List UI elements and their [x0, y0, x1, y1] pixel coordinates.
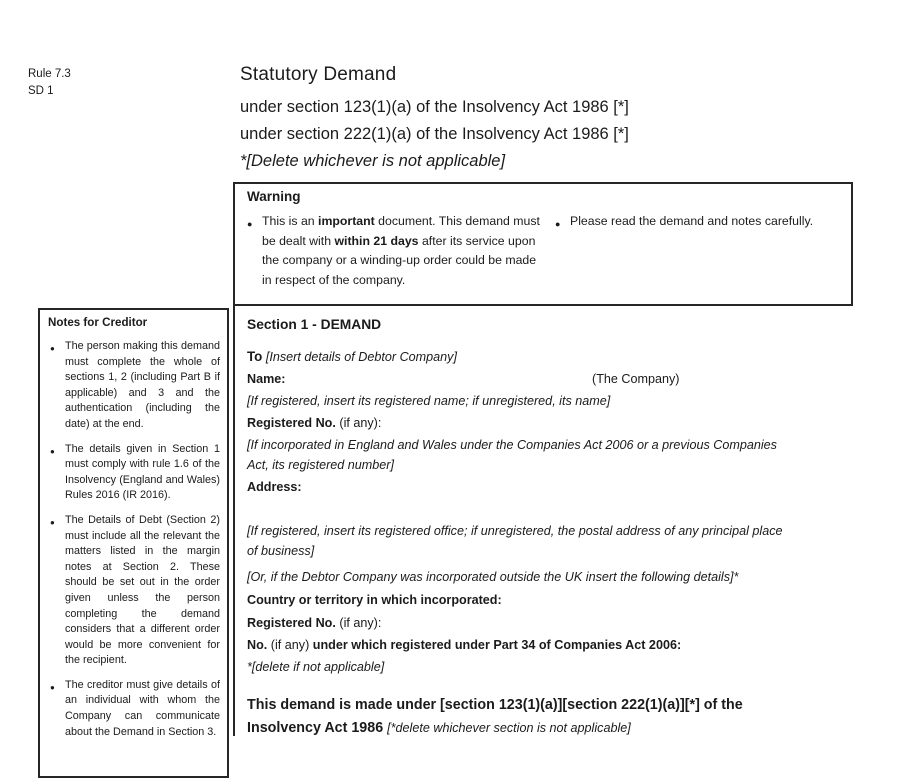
warning-bullet-1	[247, 212, 547, 290]
warning-text-segment: after its service upon the company or a winding-up order could be made in respect of the company.	[262, 233, 537, 287]
notes-for-creditor-panel	[38, 308, 229, 778]
bullet-icon: ●	[555, 219, 561, 229]
to-line	[247, 347, 893, 367]
part-34-line	[247, 635, 893, 655]
registered-no-2-line	[247, 613, 893, 633]
name-hint: [If registered, insert its registered name; if unregistered, its name]	[247, 394, 611, 408]
section-1-heading: Section 1 - DEMAND	[247, 317, 382, 332]
address-label: Address:	[247, 480, 302, 494]
warning-bold-21-days: within 21 days	[334, 233, 419, 248]
made-under-statement	[247, 694, 893, 739]
note-item-1	[48, 339, 220, 433]
form-reference	[28, 66, 71, 100]
title-block	[240, 64, 629, 175]
warning-bold-important: important	[318, 214, 375, 228]
country-label: Country or territory in which incorporated:	[247, 593, 502, 607]
title-subline-2: under section 222(1)(a) of the Insolvency Act 1986 [*]	[240, 125, 629, 143]
warning-bullet-2-text: Please read the demand and notes carefully.	[570, 214, 814, 228]
delete-hint: *[delete if not applicable]	[247, 660, 385, 674]
hint-line: of business]	[247, 544, 315, 558]
bullet-icon: ●	[50, 682, 55, 692]
hint-line: [If registered, insert its registered office; if unregistered, the postal address of any principal place	[247, 524, 783, 538]
warning-column-1	[247, 212, 547, 290]
bullet-icon: ●	[50, 517, 55, 527]
hint-line: Act, its registered number]	[247, 458, 394, 472]
outside-uk-hint: [Or, if the Debtor Company was incorporated outside the UK insert the following details]*	[247, 570, 739, 584]
warning-columns	[247, 212, 841, 290]
note-item-3	[48, 513, 220, 669]
registered-no-hint	[247, 435, 893, 475]
note-item-4	[48, 678, 220, 740]
name-label: Name:	[247, 372, 286, 386]
hint-line: [If incorporated in England and Wales under the Companies Act 2006 or a previous Companies	[247, 438, 777, 452]
to-label: To	[247, 349, 263, 364]
registered-no-line	[247, 413, 893, 433]
registered-no-2-suffix: (if any):	[335, 616, 382, 630]
rule-reference: Rule 7.3	[28, 68, 71, 80]
notes-heading: Notes for Creditor	[48, 316, 148, 329]
note-item-2	[48, 442, 220, 504]
bullet-icon: ●	[50, 344, 55, 353]
warning-bullet-1-text	[262, 212, 547, 290]
note-text: The Details of Debt (Section 2) must include all the relevant the matters listed in the margin notes at Section 2. These should be set out in the order given unless the person completing the demand considers that a different order would be more convenient for the recipient.	[65, 513, 220, 667]
registered-no-label: Registered No.	[247, 416, 336, 430]
note-text: The creditor must give details of an individual with whom the Company can communicate about the Demand in Section 3.	[65, 678, 220, 738]
name-line	[247, 369, 893, 389]
registered-no-suffix: (if any):	[335, 416, 382, 430]
warning-bullet-2	[555, 212, 815, 235]
title-delete-note: *[Delete whichever is not applicable]	[240, 152, 506, 170]
to-hint: [Insert details of Debtor Company]	[265, 350, 457, 364]
address-hint	[247, 521, 893, 561]
form-code: SD 1	[28, 85, 54, 97]
bullet-icon: ●	[247, 219, 253, 229]
bullet-icon: ●	[50, 446, 55, 456]
made-under-line-2: Insolvency Act 1986	[247, 719, 384, 736]
note-text: The person making this demand must complete the whole of sections 1, 2 (including Part B if applicable) and 3 and the authentication (including the date) at the end.	[65, 340, 220, 430]
note-text: The details given in Section 1 must comply with rule 1.6 of the Insolvency (England and Wales) Rules 2016 (IR 2016).	[65, 442, 220, 502]
registered-no-2-label: Registered No.	[247, 616, 336, 630]
made-under-line-1: This demand is made under [section 123(1)(a)][section 222(1)(a)][*] of the	[247, 697, 743, 713]
no-rest: under which registered under Part 34 of Companies Act 2006:	[312, 638, 682, 652]
no-label: No.	[247, 638, 268, 652]
warning-column-2	[555, 212, 815, 290]
section-1-demand	[235, 306, 893, 741]
warning-text-segment: document. This demand must be dealt with	[262, 214, 540, 248]
no-mid: (if any)	[267, 638, 313, 652]
made-under-delete-note: [*delete whichever section is not applicable]	[387, 720, 631, 735]
company-suffix: (The Company)	[592, 372, 680, 386]
document-title: Statutory Demand	[240, 64, 397, 85]
title-subline-1: under section 123(1)(a) of the Insolvency Act 1986 [*]	[240, 98, 629, 116]
warning-text-segment: This is an	[262, 214, 319, 228]
warning-heading: Warning	[247, 189, 301, 204]
warning-box	[233, 182, 853, 306]
